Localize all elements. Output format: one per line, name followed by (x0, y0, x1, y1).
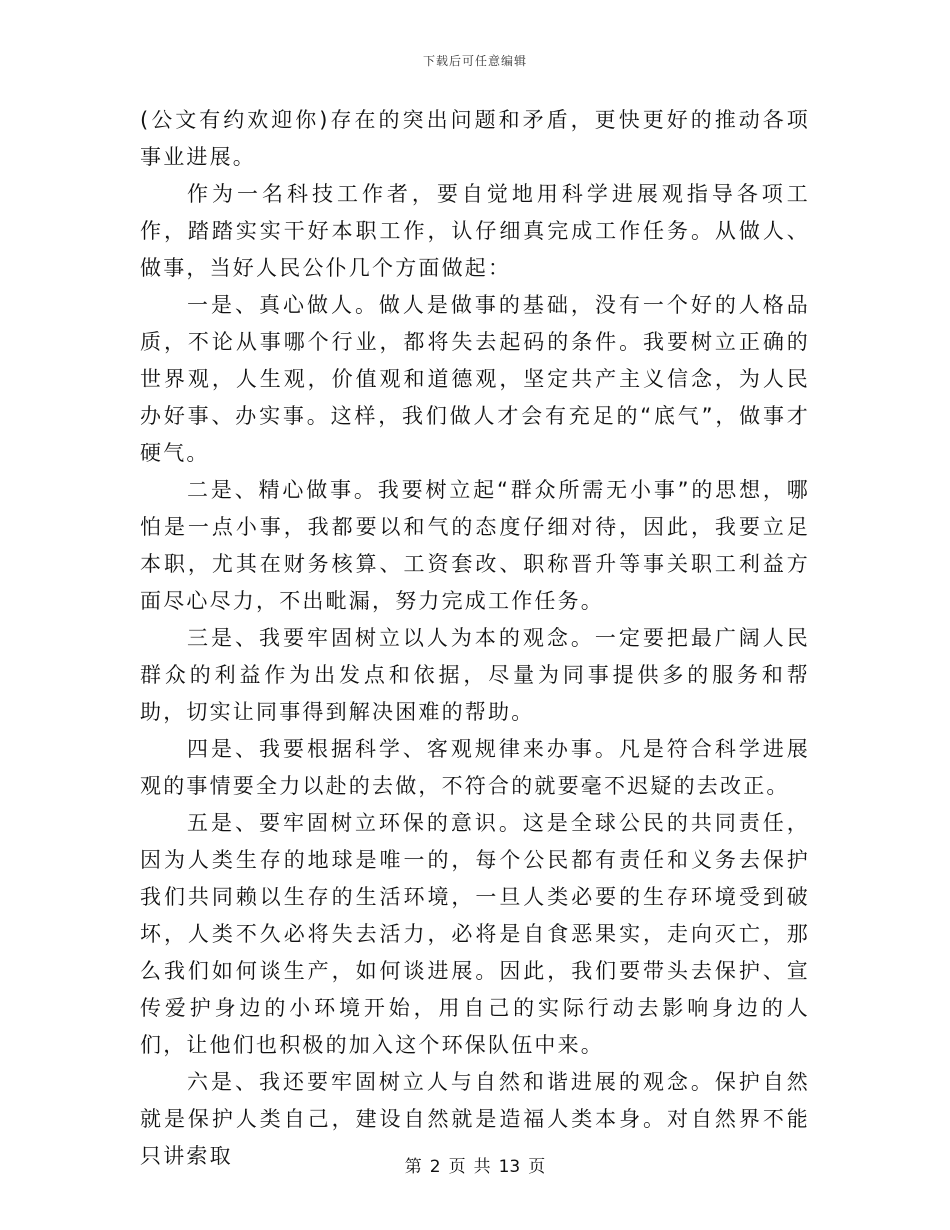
paragraph-7: 五是、要牢固树立环保的意识。这是全球公民的共同责任，因为人类生存的地球是唯一的，每个公民都有责任和义务去保护我们共同赖以生存的生活环境，一旦人类必要的生存环境受到破坏，人类不久必将失去活力，必将是自食恶果实，走向灭亡，那么我们如何谈生产，如何谈进展。因此，我们要带头去保护、宣传爱护身边的小环境开始，用自己的实际行动去影响身边的人们，让他们也积极的加入这个环保队伍中来。 (140, 811, 810, 1057)
paragraph-5: 三是、我要牢固树立以人为本的观念。一定要把最广阔人民群众的利益作为出发点和依据，尽量为同事提供多的服务和帮助，切实让同事得到解决困难的帮助。 (140, 626, 810, 724)
footer-total-pages: 13 (498, 1157, 521, 1177)
footer-prefix: 第 (404, 1157, 422, 1177)
footer-current-page: 2 (429, 1157, 441, 1177)
paragraph-1: (公文有约欢迎你)存在的突出问题和矛盾，更快更好的推动各项事业进展。 (140, 108, 810, 169)
document-body (140, 102, 810, 1175)
header-note: 下载后可任意编辑 (422, 54, 527, 68)
paragraph-6: 四是、我要根据科学、客观规律来办事。凡是符合科学进展观的事情要全力以赴的去做，不符合的就要毫不迟疑的去改正。 (140, 737, 810, 798)
paragraph-3: 一是、真心做人。做人是做事的基础，没有一个好的人格品质，不论从事哪个行业，都将失去起码的条件。我要树立正确的世界观，人生观，价值观和道德观，坚定共产主义信念，为人民办好事、办实事。这样，我们做人才会有充足的“底气”，做事才硬气。 (140, 293, 810, 465)
footer-total-word: 共 (473, 1157, 491, 1177)
page-footer (0, 1152, 950, 1177)
footer-page-word: 页 (448, 1157, 466, 1177)
paragraph-4: 二是、精心做事。我要树立起“群众所需无小事”的思想，哪怕是一点小事，我都要以和气的态度仔细对待，因此，我要立足本职，尤其在财务核算、工资套改、职称晋升等事关职工利益方面尽心尽力，不出毗漏，努力完成工作任务。 (140, 478, 810, 613)
paragraph-2: 作为一名科技工作者，要自觉地用科学进展观指导各项工作，踏踏实实干好本职工作，认仔细真完成工作任务。从做人、做事，当好人民公仆几个方面做起： (140, 182, 810, 280)
paragraph-8: 六是、我还要牢固树立人与自然和谐进展的观念。保护自然就是保护人类自己，建设自然就是造福人类本身。对自然界不能只讲索取 (140, 1070, 810, 1168)
footer-suffix: 页 (528, 1157, 546, 1177)
